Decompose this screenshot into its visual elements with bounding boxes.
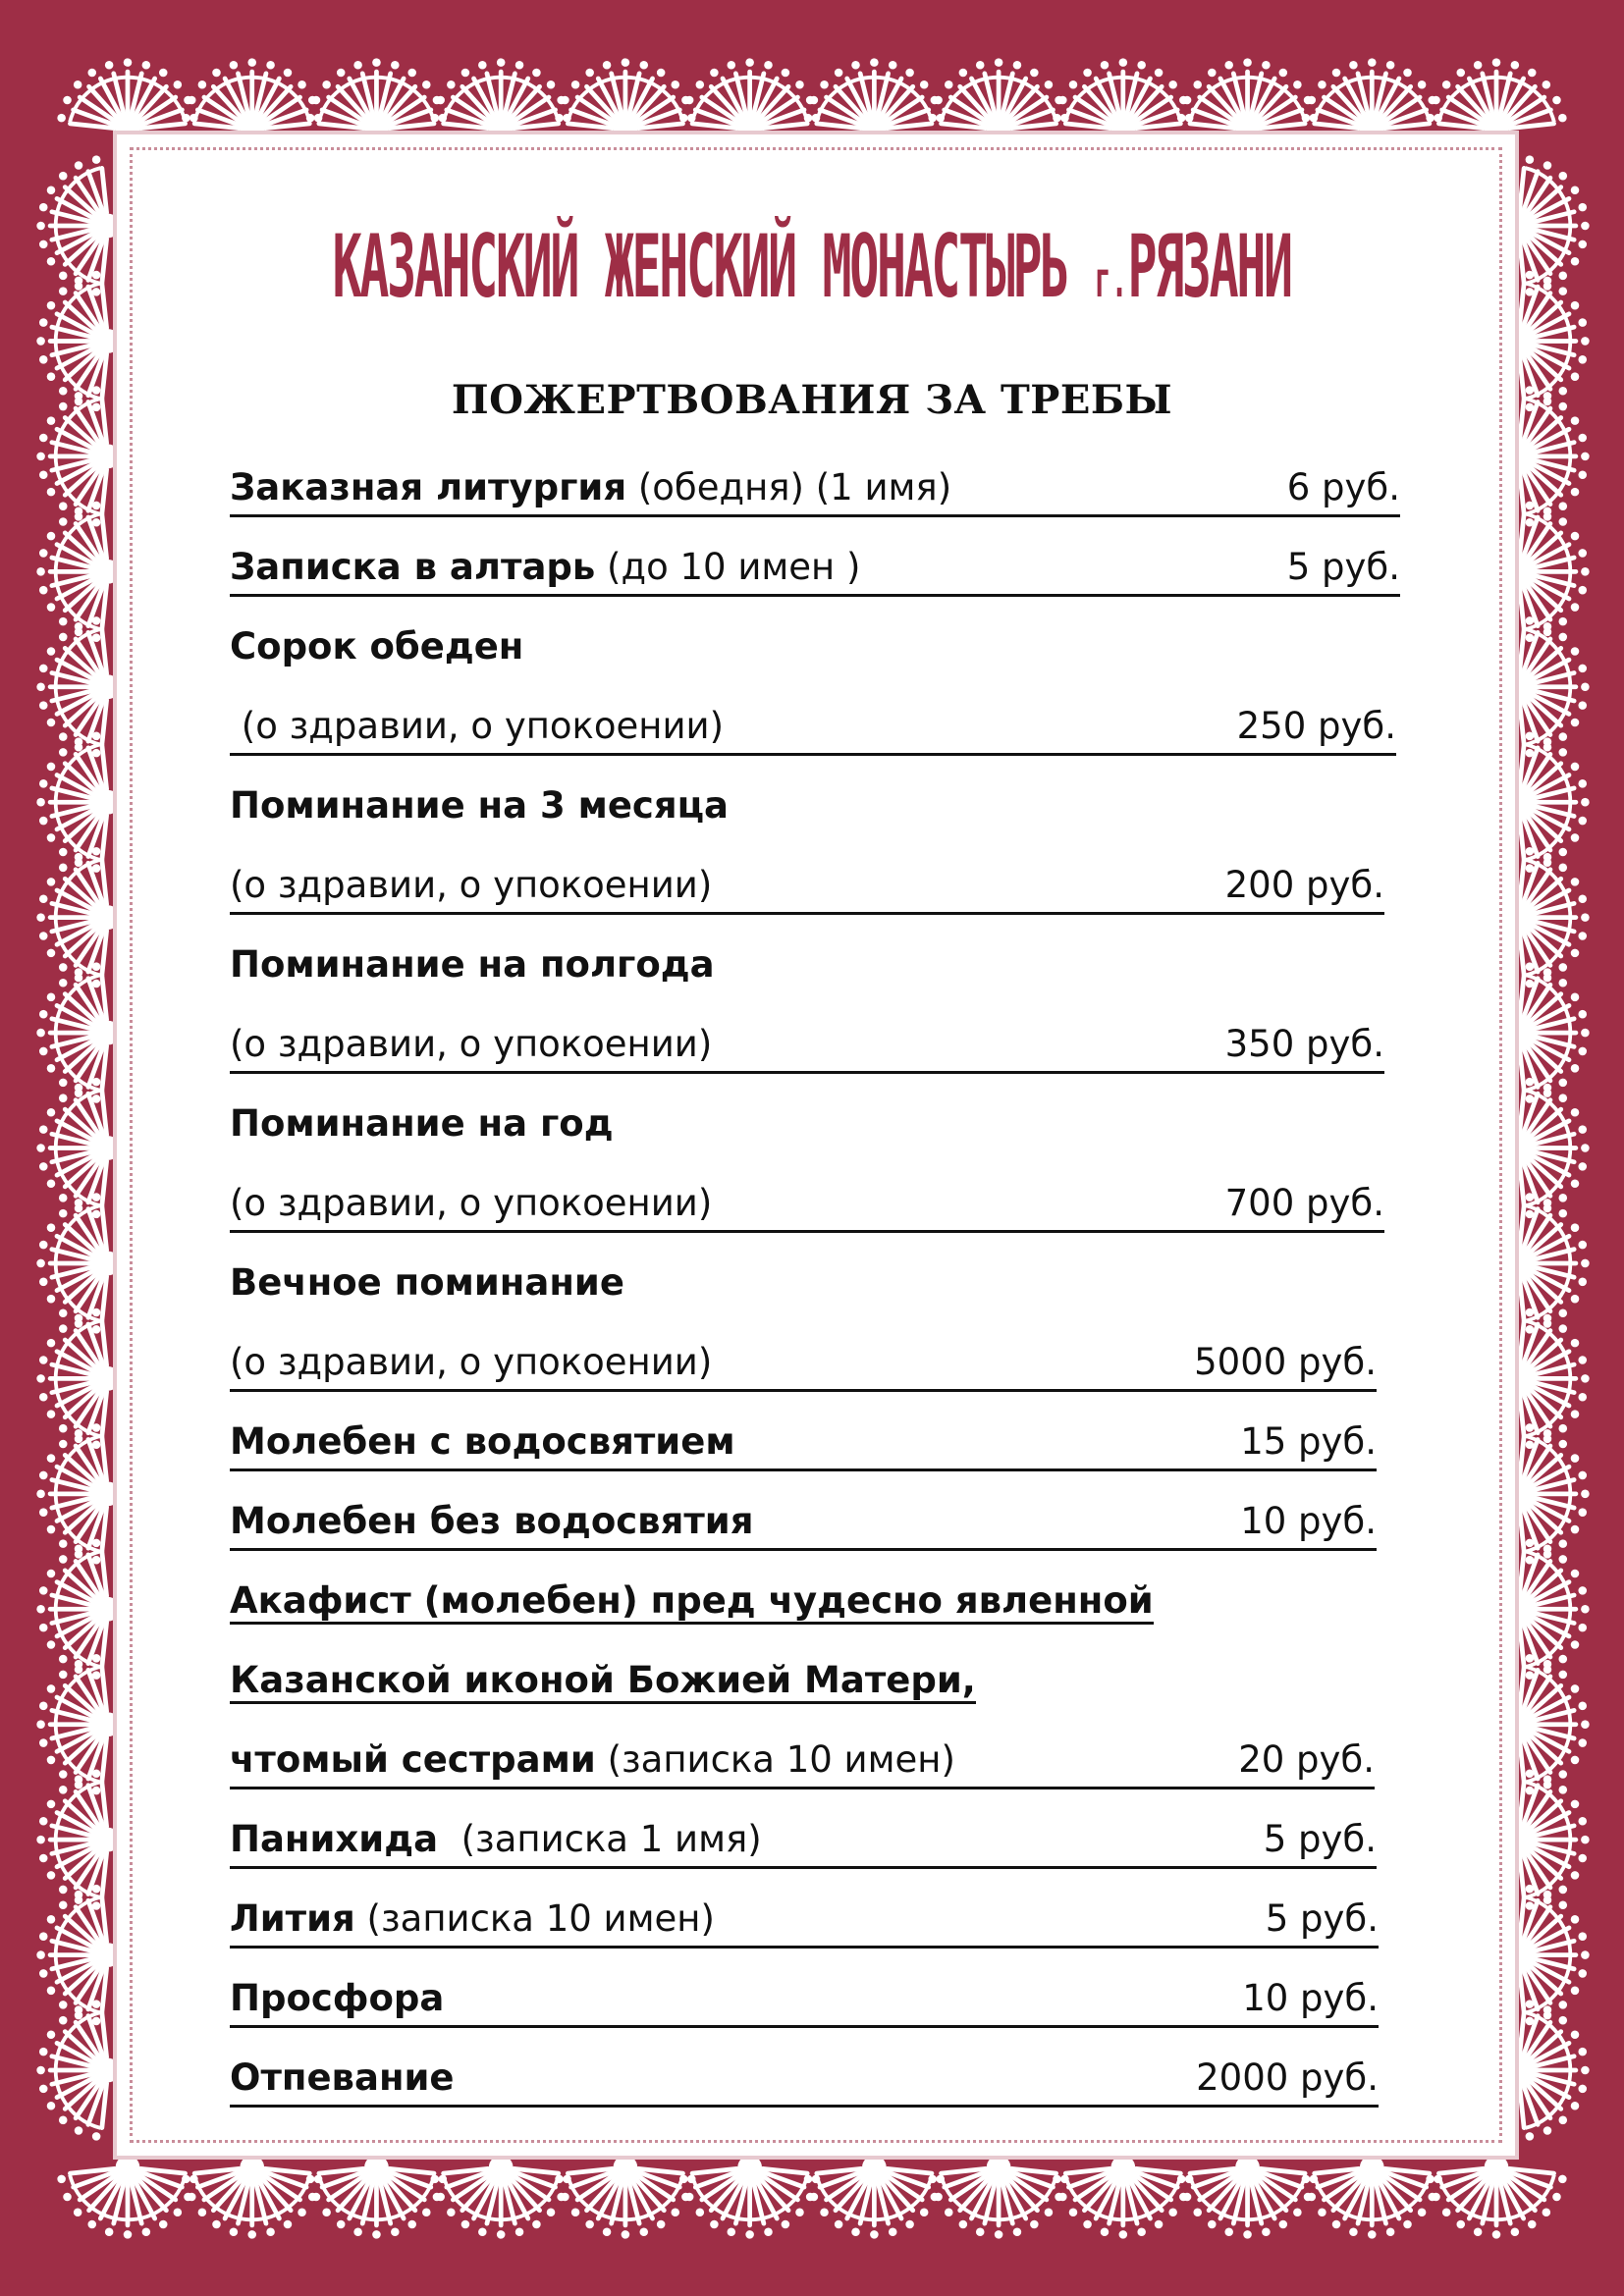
lace-fan-top (431, 58, 571, 141)
price-row (230, 1813, 1377, 1869)
service-price: 200 руб. (1224, 864, 1384, 906)
price-row (230, 1734, 1375, 1789)
service-name: Акафист (молебен) пред чудесно явленной (230, 1579, 1154, 1625)
service-label (230, 546, 860, 588)
service-price: 20 руб. (1238, 1738, 1375, 1781)
lace-fan-left (36, 1539, 120, 1680)
service-label (230, 1897, 715, 1940)
service-name: Панихида (230, 1818, 439, 1860)
lace-fan-top (1426, 58, 1566, 141)
lace-fan-top (928, 58, 1068, 141)
monastery-title: КАЗАНСКИЙ ЖЕНСКИЙ МОНАСТЫРЬ г.РЯЗАНИ (332, 218, 1292, 319)
service-name: Сорок обеден (230, 625, 524, 667)
service-label (230, 943, 715, 986)
lace-fan-top (182, 58, 322, 141)
lace-fan-bottom (555, 2156, 695, 2239)
lace-fan-bottom (1177, 2156, 1318, 2239)
lace-fan-left (36, 962, 120, 1102)
lace-fan-right (1506, 962, 1590, 1102)
lace-fan-right (1506, 616, 1590, 757)
service-name: Поминание на год (230, 1102, 614, 1145)
service-price: 5 руб. (1265, 1897, 1379, 1940)
lace-fan-bottom (57, 2156, 197, 2239)
price-row (230, 620, 523, 673)
price-row (230, 1256, 624, 1309)
price-row (230, 1097, 614, 1150)
lace-fan-top (306, 58, 447, 141)
lace-fan-left (36, 847, 120, 988)
lace-fan-bottom (1053, 2156, 1193, 2239)
service-note: (обедня) (1 имя) (626, 466, 952, 508)
lace-fan-top (555, 58, 695, 141)
service-label (230, 1023, 712, 1065)
lace-fan-left (36, 502, 120, 642)
lace-fan-left (36, 1423, 120, 1564)
service-name: Просфора (230, 1977, 445, 2019)
service-price: 10 руб. (1242, 1977, 1379, 2019)
price-row (230, 938, 715, 991)
service-label (230, 1659, 976, 1704)
price-row (230, 859, 1384, 915)
service-name: чтомый сестрами (230, 1738, 596, 1781)
lace-fan-left (36, 2000, 120, 2140)
lace-fan-left (36, 616, 120, 757)
service-price: 6 руб. (1286, 466, 1400, 508)
service-label (230, 1102, 614, 1145)
lace-fan-left (36, 1769, 120, 1909)
service-name: Молебен без водосвятия (230, 1500, 754, 1542)
service-label (230, 1182, 712, 1224)
service-price: 250 руб. (1236, 705, 1396, 747)
service-name: Заказная литургия (230, 466, 627, 508)
service-note: (о здравии, о упокоении) (230, 1341, 713, 1383)
service-note: (до 10 имен ) (595, 546, 861, 588)
service-label (230, 2056, 455, 2099)
price-row (230, 1018, 1384, 1074)
price-row (230, 541, 1400, 597)
service-name: Отпевание (230, 2056, 455, 2099)
lace-fan-right (1506, 502, 1590, 642)
lace-fan-left (36, 1654, 120, 1794)
lace-fan-bottom (804, 2156, 945, 2239)
service-price: 5 руб. (1263, 1818, 1377, 1860)
service-label (230, 1261, 624, 1304)
monastery-logo (0, 218, 1624, 319)
lace-fan-left (36, 1193, 120, 1333)
lace-fan-right (1506, 1193, 1590, 1333)
lace-fan-bottom (182, 2156, 322, 2239)
service-label (230, 625, 523, 667)
service-price: 5 руб. (1286, 546, 1400, 588)
price-row (230, 1177, 1384, 1233)
lace-fan-left (36, 1308, 120, 1449)
service-price: 2000 руб. (1196, 2056, 1379, 2099)
service-note: (о здравии, о упокоении) (230, 705, 725, 747)
service-name: Поминание на 3 месяца (230, 784, 730, 827)
service-label (230, 864, 712, 906)
service-price: 5000 руб. (1194, 1341, 1377, 1383)
price-row (230, 1495, 1377, 1551)
lace-fan-right (1506, 2000, 1590, 2140)
lace-fan-right (1506, 847, 1590, 988)
lace-fan-bottom (1426, 2156, 1566, 2239)
lace-fan-right (1506, 1308, 1590, 1449)
price-row (230, 1972, 1379, 2028)
lace-fan-top (1302, 58, 1442, 141)
service-note: (записка 10 имен) (354, 1897, 715, 1940)
lace-fan-right (1506, 1654, 1590, 1794)
service-name: Поминание на полгода (230, 943, 715, 986)
lace-fan-bottom (928, 2156, 1068, 2239)
service-price: 700 руб. (1224, 1182, 1384, 1224)
lace-fan-bottom (431, 2156, 571, 2239)
service-name: Молебен с водосвятием (230, 1420, 735, 1463)
service-label (230, 1738, 955, 1781)
service-price: 10 руб. (1240, 1500, 1377, 1542)
service-note: (о здравии, о упокоении) (230, 864, 713, 906)
lace-fan-right (1506, 1539, 1590, 1680)
price-row (230, 1893, 1379, 1949)
service-label (230, 466, 951, 508)
service-label (230, 1500, 753, 1542)
service-name: Лития (230, 1897, 355, 1940)
service-note: (записка 1 имя) (438, 1818, 762, 1860)
lace-fan-left (36, 732, 120, 873)
service-label (230, 1420, 735, 1463)
service-label (230, 1818, 762, 1860)
lace-fan-right (1506, 1423, 1590, 1564)
service-name: Казанской иконой Божией Матери, (230, 1659, 976, 1704)
lace-fan-right (1506, 732, 1590, 873)
lace-fan-top (57, 58, 197, 141)
lace-fan-left (36, 1078, 120, 1218)
lace-fan-top (679, 58, 820, 141)
service-label (230, 705, 724, 747)
page-heading: ПОЖЕРТВОВАНИЯ ЗА ТРЕБЫ (451, 377, 1173, 423)
lace-fan-right (1506, 1078, 1590, 1218)
price-row (230, 1415, 1377, 1471)
service-label (230, 784, 729, 827)
price-row (230, 1336, 1377, 1392)
service-price: 15 руб. (1240, 1420, 1377, 1463)
price-row (230, 2052, 1379, 2108)
service-label (230, 1977, 444, 2019)
service-note: (о здравии, о упокоении) (230, 1182, 713, 1224)
service-label (230, 1579, 1154, 1625)
price-row (230, 461, 1400, 517)
price-row (230, 1575, 1154, 1628)
lace-fan-bottom (306, 2156, 447, 2239)
service-name: Записка в алтарь (230, 546, 596, 588)
lace-fan-bottom (1302, 2156, 1442, 2239)
service-note: (о здравии, о упокоении) (230, 1023, 713, 1065)
lace-fan-right (1506, 1885, 1590, 2025)
price-row (230, 1654, 976, 1707)
lace-fan-right (1506, 1769, 1590, 1909)
service-price: 350 руб. (1224, 1023, 1384, 1065)
lace-fan-top (804, 58, 945, 141)
price-row (230, 700, 1396, 756)
service-note: (записка 10 имен) (595, 1738, 955, 1781)
price-row (230, 779, 729, 832)
lace-fan-left (36, 1885, 120, 2025)
service-name: Вечное поминание (230, 1261, 624, 1304)
lace-fan-top (1053, 58, 1193, 141)
lace-fan-bottom (679, 2156, 820, 2239)
service-label (230, 1341, 712, 1383)
lace-fan-top (1177, 58, 1318, 141)
